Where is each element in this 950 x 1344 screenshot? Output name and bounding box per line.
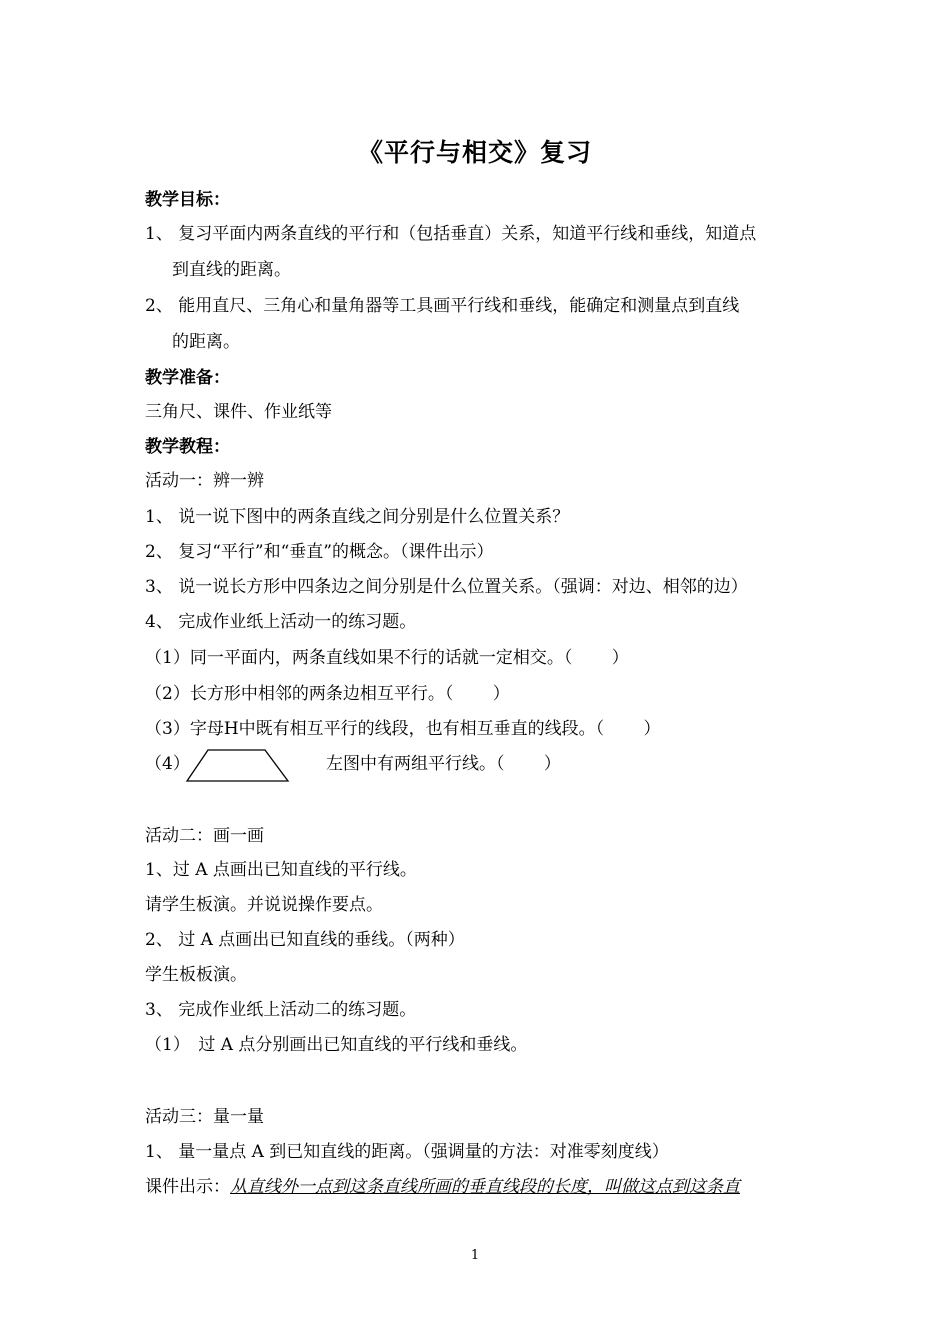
activity2-line-4: 学生板板演。 [145, 965, 247, 985]
activity2-line-1: 1、过 A 点画出已知直线的平行线。 [145, 860, 417, 880]
activity1-item-2: 2、 复习“平行”和“垂直”的概念。（课件出示） [145, 542, 494, 562]
process-heading: 教学教程： [145, 437, 230, 457]
activity1-item-1: 1、 说一说下图中的两条直线之间分别是什么位置关系？ [145, 507, 570, 527]
preparation-text: 三角尺、课件、作业纸等 [145, 402, 332, 422]
activity2-line-2: 请学生板演。并说说操作要点。 [145, 895, 383, 915]
activity1-item-3: 3、 说一说长方形中四条边之间分别是什么位置关系。（强调：对边、相邻的边） [145, 577, 748, 597]
activity1-question-3: （3）字母H中既有相互平行的线段，也有相互垂直的线段。（ ） [145, 719, 661, 739]
objective-item-1-cont: 到直线的距离。 [172, 260, 291, 280]
activity1-title: 活动一：辨一辨 [145, 471, 264, 491]
activity1-question-4-text: 左图中有两组平行线。（ ） [326, 754, 561, 774]
objective-item-2-cont: 的距离。 [172, 332, 240, 352]
activity1-question-1: （1）同一平面内，两条直线如果不行的话就一定相交。（ ） [145, 648, 629, 668]
page-number: 1 [470, 1248, 480, 1263]
courseware-definition: 从直线外一点到这条直线所画的垂直线段的长度，叫做这点到这条直 [230, 1177, 740, 1197]
activity2-title: 活动二：画一画 [145, 826, 264, 846]
activity2-line-5: 3、 完成作业纸上活动二的练习题。 [145, 1000, 417, 1020]
activity3-line-1: 1、 量一量点 A 到已知直线的距离。（强调量的方法：对准零刻度线） [145, 1142, 669, 1162]
preparation-heading: 教学准备： [145, 368, 230, 388]
objective-item-1: 1、 复习平面内两条直线的平行和（包括垂直）关系，知道平行线和垂线，知道点 [145, 224, 757, 244]
activity1-item-4: 4、 完成作业纸上活动一的练习题。 [145, 612, 417, 632]
activity1-question-2: （2）长方形中相邻的两条边相互平行。（ ） [145, 684, 510, 704]
objectives-heading: 教学目标： [145, 190, 230, 210]
activity3-title: 活动三：量一量 [145, 1107, 264, 1127]
activity3-courseware [145, 1175, 740, 1199]
objective-item-2: 2、 能用直尺、三角心和量角器等工具画平行线和垂线，能确定和测量点到直线 [145, 296, 740, 316]
activity2-line-6: （1） 过 A 点分别画出已知直线的平行线和垂线。 [145, 1035, 528, 1055]
courseware-label: 课件出示： [145, 1177, 230, 1197]
page-title: 《平行与相交》复习 [357, 138, 592, 167]
trapezoid-figure [185, 748, 291, 784]
activity2-line-3: 2、 过 A 点画出已知直线的垂线。（两种） [145, 930, 465, 950]
activity1-question-4-label: （4） [145, 754, 190, 774]
